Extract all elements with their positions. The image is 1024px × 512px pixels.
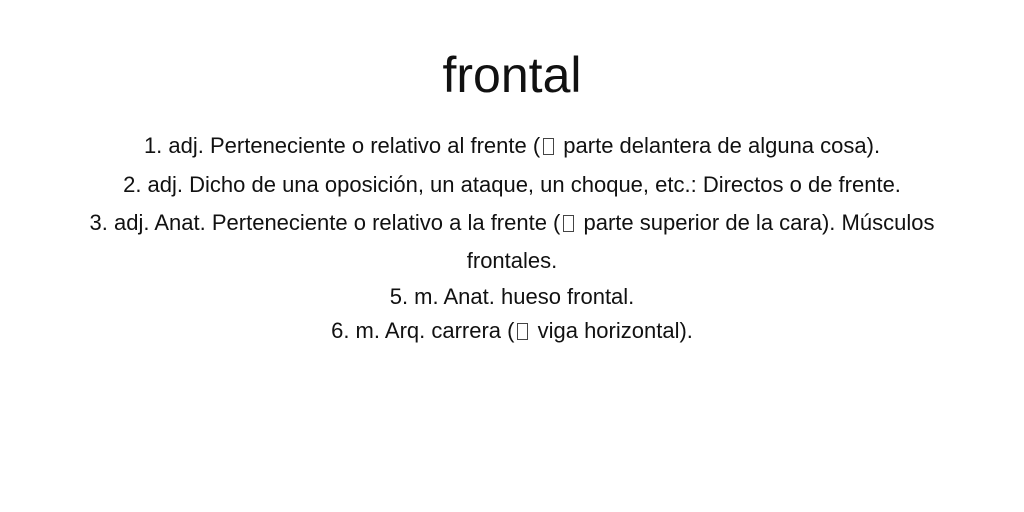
- definition-6-text-after: viga horizontal).: [531, 318, 693, 343]
- missing-glyph-box-icon: [543, 138, 554, 155]
- definition-1-text-before: 1. adj. Perteneciente o relativo al frente (: [143, 133, 541, 158]
- definition-6: [80, 314, 944, 348]
- definition-5: 5. m. Anat. hueso frontal.: [389, 284, 635, 309]
- definition-3: [80, 204, 944, 280]
- definitions-list: [80, 126, 944, 348]
- definition-3-text-before: 3. adj. Anat. Perteneciente o relativo a la frente (: [89, 210, 561, 235]
- definition-6-text-before: 6. m. Arq. carrera (: [331, 318, 515, 343]
- definition-1: [80, 126, 944, 166]
- missing-glyph-box-icon: [517, 323, 528, 340]
- definition-2: 2. adj. Dicho de una oposición, un ataque, un choque, etc.: Directos o de frente.: [123, 172, 901, 197]
- definition-3-text-after: parte superior de la cara). Músculos frontales.: [466, 210, 935, 273]
- entry-headword: frontal: [442, 47, 582, 103]
- missing-glyph-box-icon: [563, 215, 574, 232]
- definition-1-text-after: parte delantera de alguna cosa).: [557, 133, 881, 158]
